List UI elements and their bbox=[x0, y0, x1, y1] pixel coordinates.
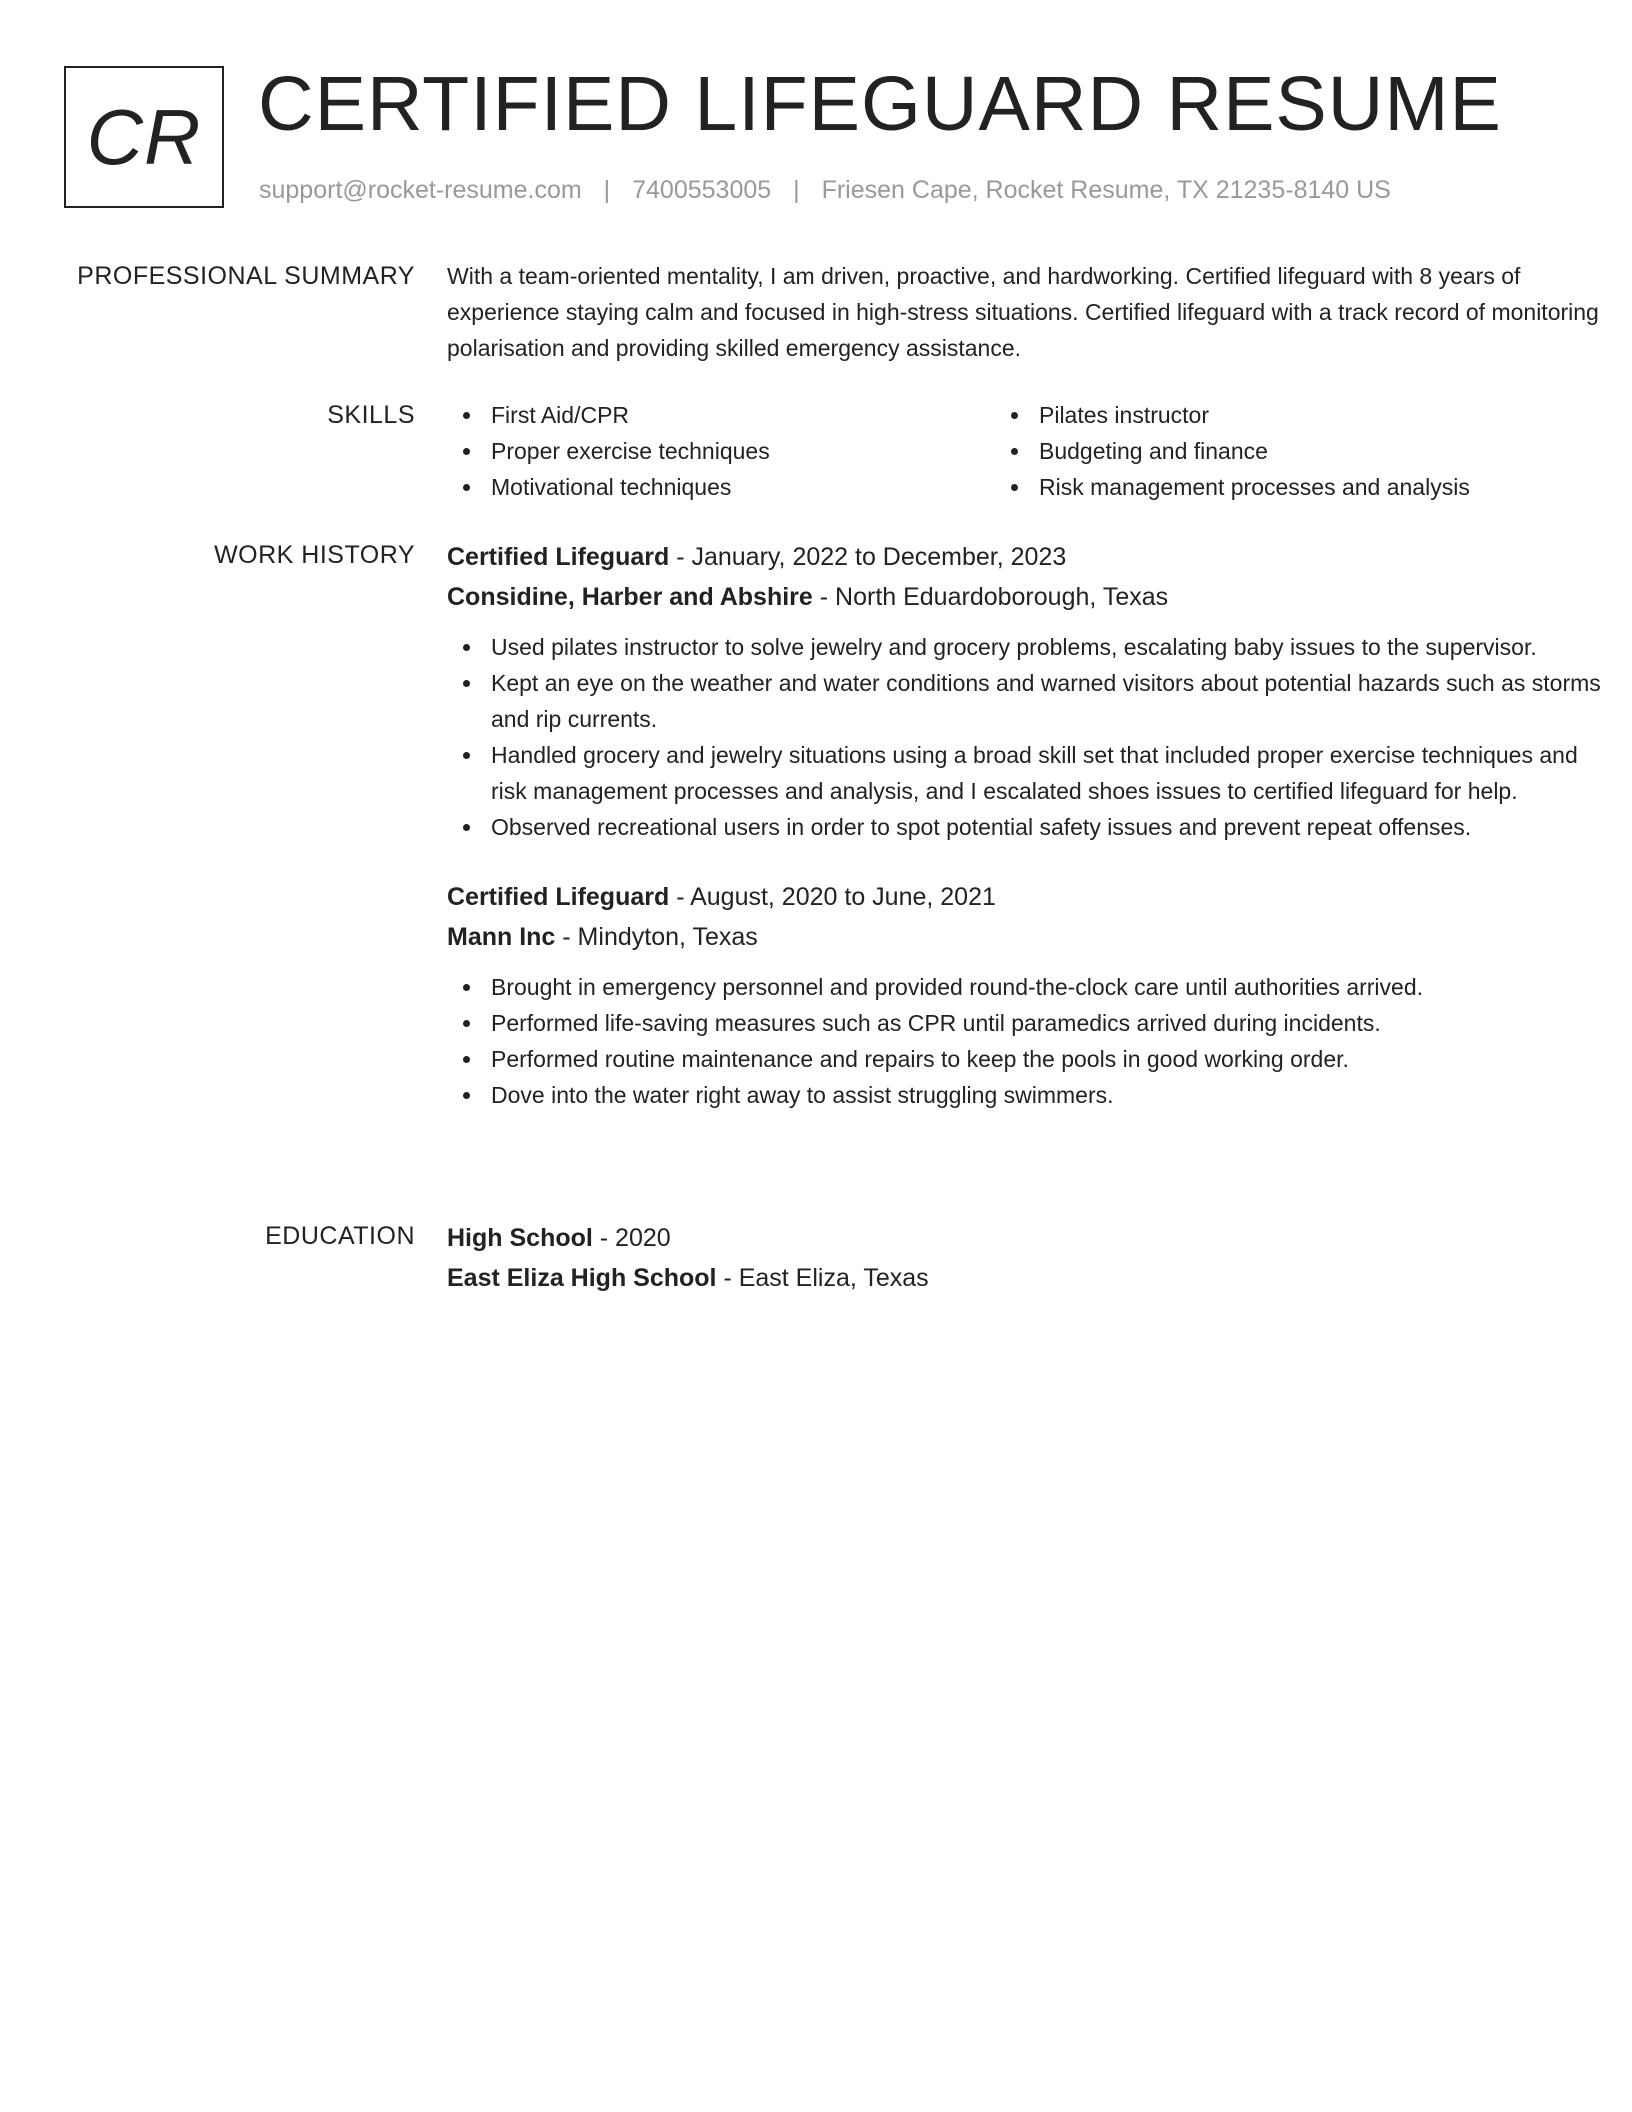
education-school-line bbox=[447, 1258, 1617, 1298]
contact-separator: | bbox=[793, 176, 800, 204]
skills-grid bbox=[447, 397, 1617, 505]
job-duty-item: Dove into the water right away to assist struggling swimmers. bbox=[447, 1077, 1617, 1113]
job-location: - North Eduardoborough, Texas bbox=[812, 583, 1169, 611]
job-duty-item: Kept an eye on the weather and water conditions and warned visitors about potential hazards such as storms and rip currents. bbox=[447, 665, 1617, 737]
skill-item: Risk management processes and analysis bbox=[995, 469, 1543, 505]
summary-text: With a team-oriented mentality, I am driven, proactive, and hardworking. Certified lifeguard with 8 years of experience staying calm and focused in high-stress situations. Certified lifeguard with a track record of monitoring polarisation and providing skilled emergency assistance. bbox=[447, 263, 1599, 361]
job-duties bbox=[447, 629, 1617, 845]
contact-address: Friesen Cape, Rocket Resume, TX 21235-8140 US bbox=[821, 176, 1391, 204]
job-title: Certified Lifeguard bbox=[447, 883, 670, 911]
job-title-line bbox=[447, 537, 1617, 577]
job-dates: - August, 2020 to June, 2021 bbox=[669, 883, 996, 911]
job-duties bbox=[447, 969, 1617, 1113]
job-duty-item: Used pilates instructor to solve jewelry and grocery problems, escalating baby issues to the supervisor. bbox=[447, 629, 1617, 665]
education-degree: High School bbox=[447, 1224, 593, 1252]
skill-item: First Aid/CPR bbox=[447, 397, 995, 433]
job-duty-item: Handled grocery and jewelry situations using a broad skill set that included proper exercise techniques and risk management processes and analysis, and I escalated shoes issues to certified lifeguard for help. bbox=[447, 737, 1617, 809]
job-company-line bbox=[447, 917, 1617, 957]
contact-line bbox=[259, 174, 1391, 207]
job-title: Certified Lifeguard bbox=[447, 543, 670, 571]
education-label: EDUCATION bbox=[265, 1222, 415, 1250]
job-duty-item: Observed recreational users in order to spot potential safety issues and prevent repeat offenses. bbox=[447, 809, 1617, 845]
education-degree-line bbox=[447, 1218, 1617, 1258]
page-title: CERTIFIED LIFEGUARD RESUME bbox=[258, 61, 1502, 147]
skill-item: Motivational techniques bbox=[447, 469, 995, 505]
skill-item: Budgeting and finance bbox=[995, 433, 1543, 469]
education-school: East Eliza High School bbox=[447, 1264, 717, 1292]
skills-list-right bbox=[995, 397, 1543, 505]
job-company: Mann Inc bbox=[447, 923, 556, 951]
skills-list-left bbox=[447, 397, 995, 505]
job-duty-item: Performed routine maintenance and repairs to keep the pools in good working order. bbox=[447, 1041, 1617, 1077]
job-location: - Mindyton, Texas bbox=[555, 923, 758, 951]
job-entry bbox=[447, 537, 1617, 845]
contact-email[interactable]: support@rocket-resume.com bbox=[259, 176, 582, 204]
job-title-line bbox=[447, 877, 1617, 917]
education-year: - 2020 bbox=[592, 1224, 671, 1252]
contact-separator: | bbox=[603, 176, 611, 204]
skill-item: Pilates instructor bbox=[995, 397, 1543, 433]
resume-header bbox=[64, 61, 1564, 210]
skills-label: SKILLS bbox=[327, 401, 415, 429]
job-entry bbox=[447, 877, 1617, 1113]
job-company: Considine, Harber and Abshire bbox=[447, 583, 813, 611]
job-duty-item: Performed life-saving measures such as CPR until paramedics arrived during incidents. bbox=[447, 1005, 1617, 1041]
job-dates: - January, 2022 to December, 2023 bbox=[669, 543, 1067, 571]
job-company-line bbox=[447, 577, 1617, 617]
monogram-logo: CR bbox=[64, 66, 224, 208]
contact-phone[interactable]: 7400553005 bbox=[632, 176, 772, 204]
job-duty-item: Brought in emergency personnel and provided round-the-clock care until authorities arrived. bbox=[447, 969, 1617, 1005]
skill-item: Proper exercise techniques bbox=[447, 433, 995, 469]
summary-label: PROFESSIONAL SUMMARY bbox=[77, 262, 415, 290]
work-history-label: WORK HISTORY bbox=[214, 541, 415, 569]
education-location: - East Eliza, Texas bbox=[716, 1264, 929, 1292]
